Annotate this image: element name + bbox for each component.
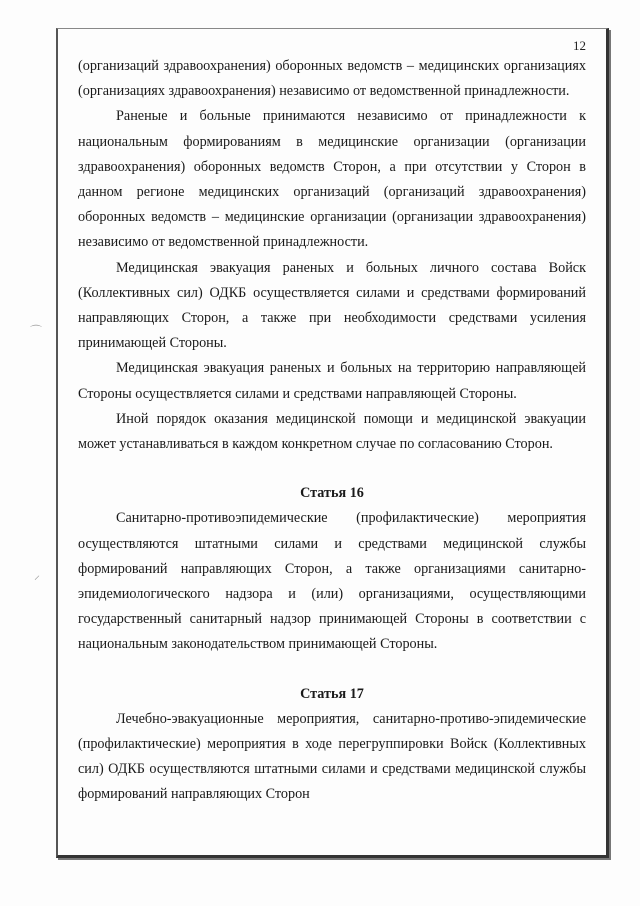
paragraph-continuation: (организаций здравоохранения) оборонных ведомств – медицинских организациях (организациях здравоохранения) независимо от ведомственной принадлежности. [78, 58, 586, 100]
paragraph: Лечебно-эвакуационные мероприятия, санитарно-противо-эпидемические (профилактические) мероприятия в ходе перегруппировки Войск (Коллективных сил) ОДКБ осуществляются штатными силами и средствами медицинской службы формирований направляющих Сторон [78, 710, 586, 803]
paragraph: Санитарно-противоэпидемические (профилактические) мероприятия осуществляются штатными силами и средствами медицинской службы формирований направляющих Сторон, а также организациями санитарно-эпидемиологического надзора и (или) организациями, осуществляющими государственный санитарный надзор принимающей Стороны в соответствии с национальным законодательством принимающей Стороны. [78, 510, 586, 653]
spacer [78, 457, 586, 481]
document-body [78, 54, 586, 808]
paragraph: Медицинская эвакуация раненых и больных на территорию направляющей Стороны осуществляется силами и средствами направляющей Стороны. [78, 360, 586, 402]
article-heading-16: Статья 16 [300, 485, 364, 502]
article-heading-17: Статья 17 [300, 685, 364, 702]
margin-scan-mark: ⌒ [30, 324, 43, 338]
page-number: 12 [573, 38, 586, 53]
paragraph: Иной порядок оказания медицинской помощи и медицинской эвакуации может устанавливаться в каждом конкретном случае по согласованию Сторон. [78, 410, 586, 453]
paragraph: Медицинская эвакуация раненых и больных личного состава Войск (Коллективных сил) ОДКБ осуществляется силами и средствами формирований направляющих Сторон, а также при необходимости средствами усиления принимающей Стороны. [78, 259, 586, 352]
paragraph: Раненые и больные принимаются независимо от принадлежности к национальным формированиям в медицинские организации (организации здравоохранения) оборонных ведомств Сторон, а при отсутствии у Сторон в данном регионе медицинских организаций (организаций здравоохранения) оборонных ведомств – медицинские организации (организации здравоохранения) независимо от ведомственной принадлежности. [78, 108, 586, 251]
margin-scan-mark: ⸝ [34, 568, 41, 582]
spacer [78, 658, 586, 682]
